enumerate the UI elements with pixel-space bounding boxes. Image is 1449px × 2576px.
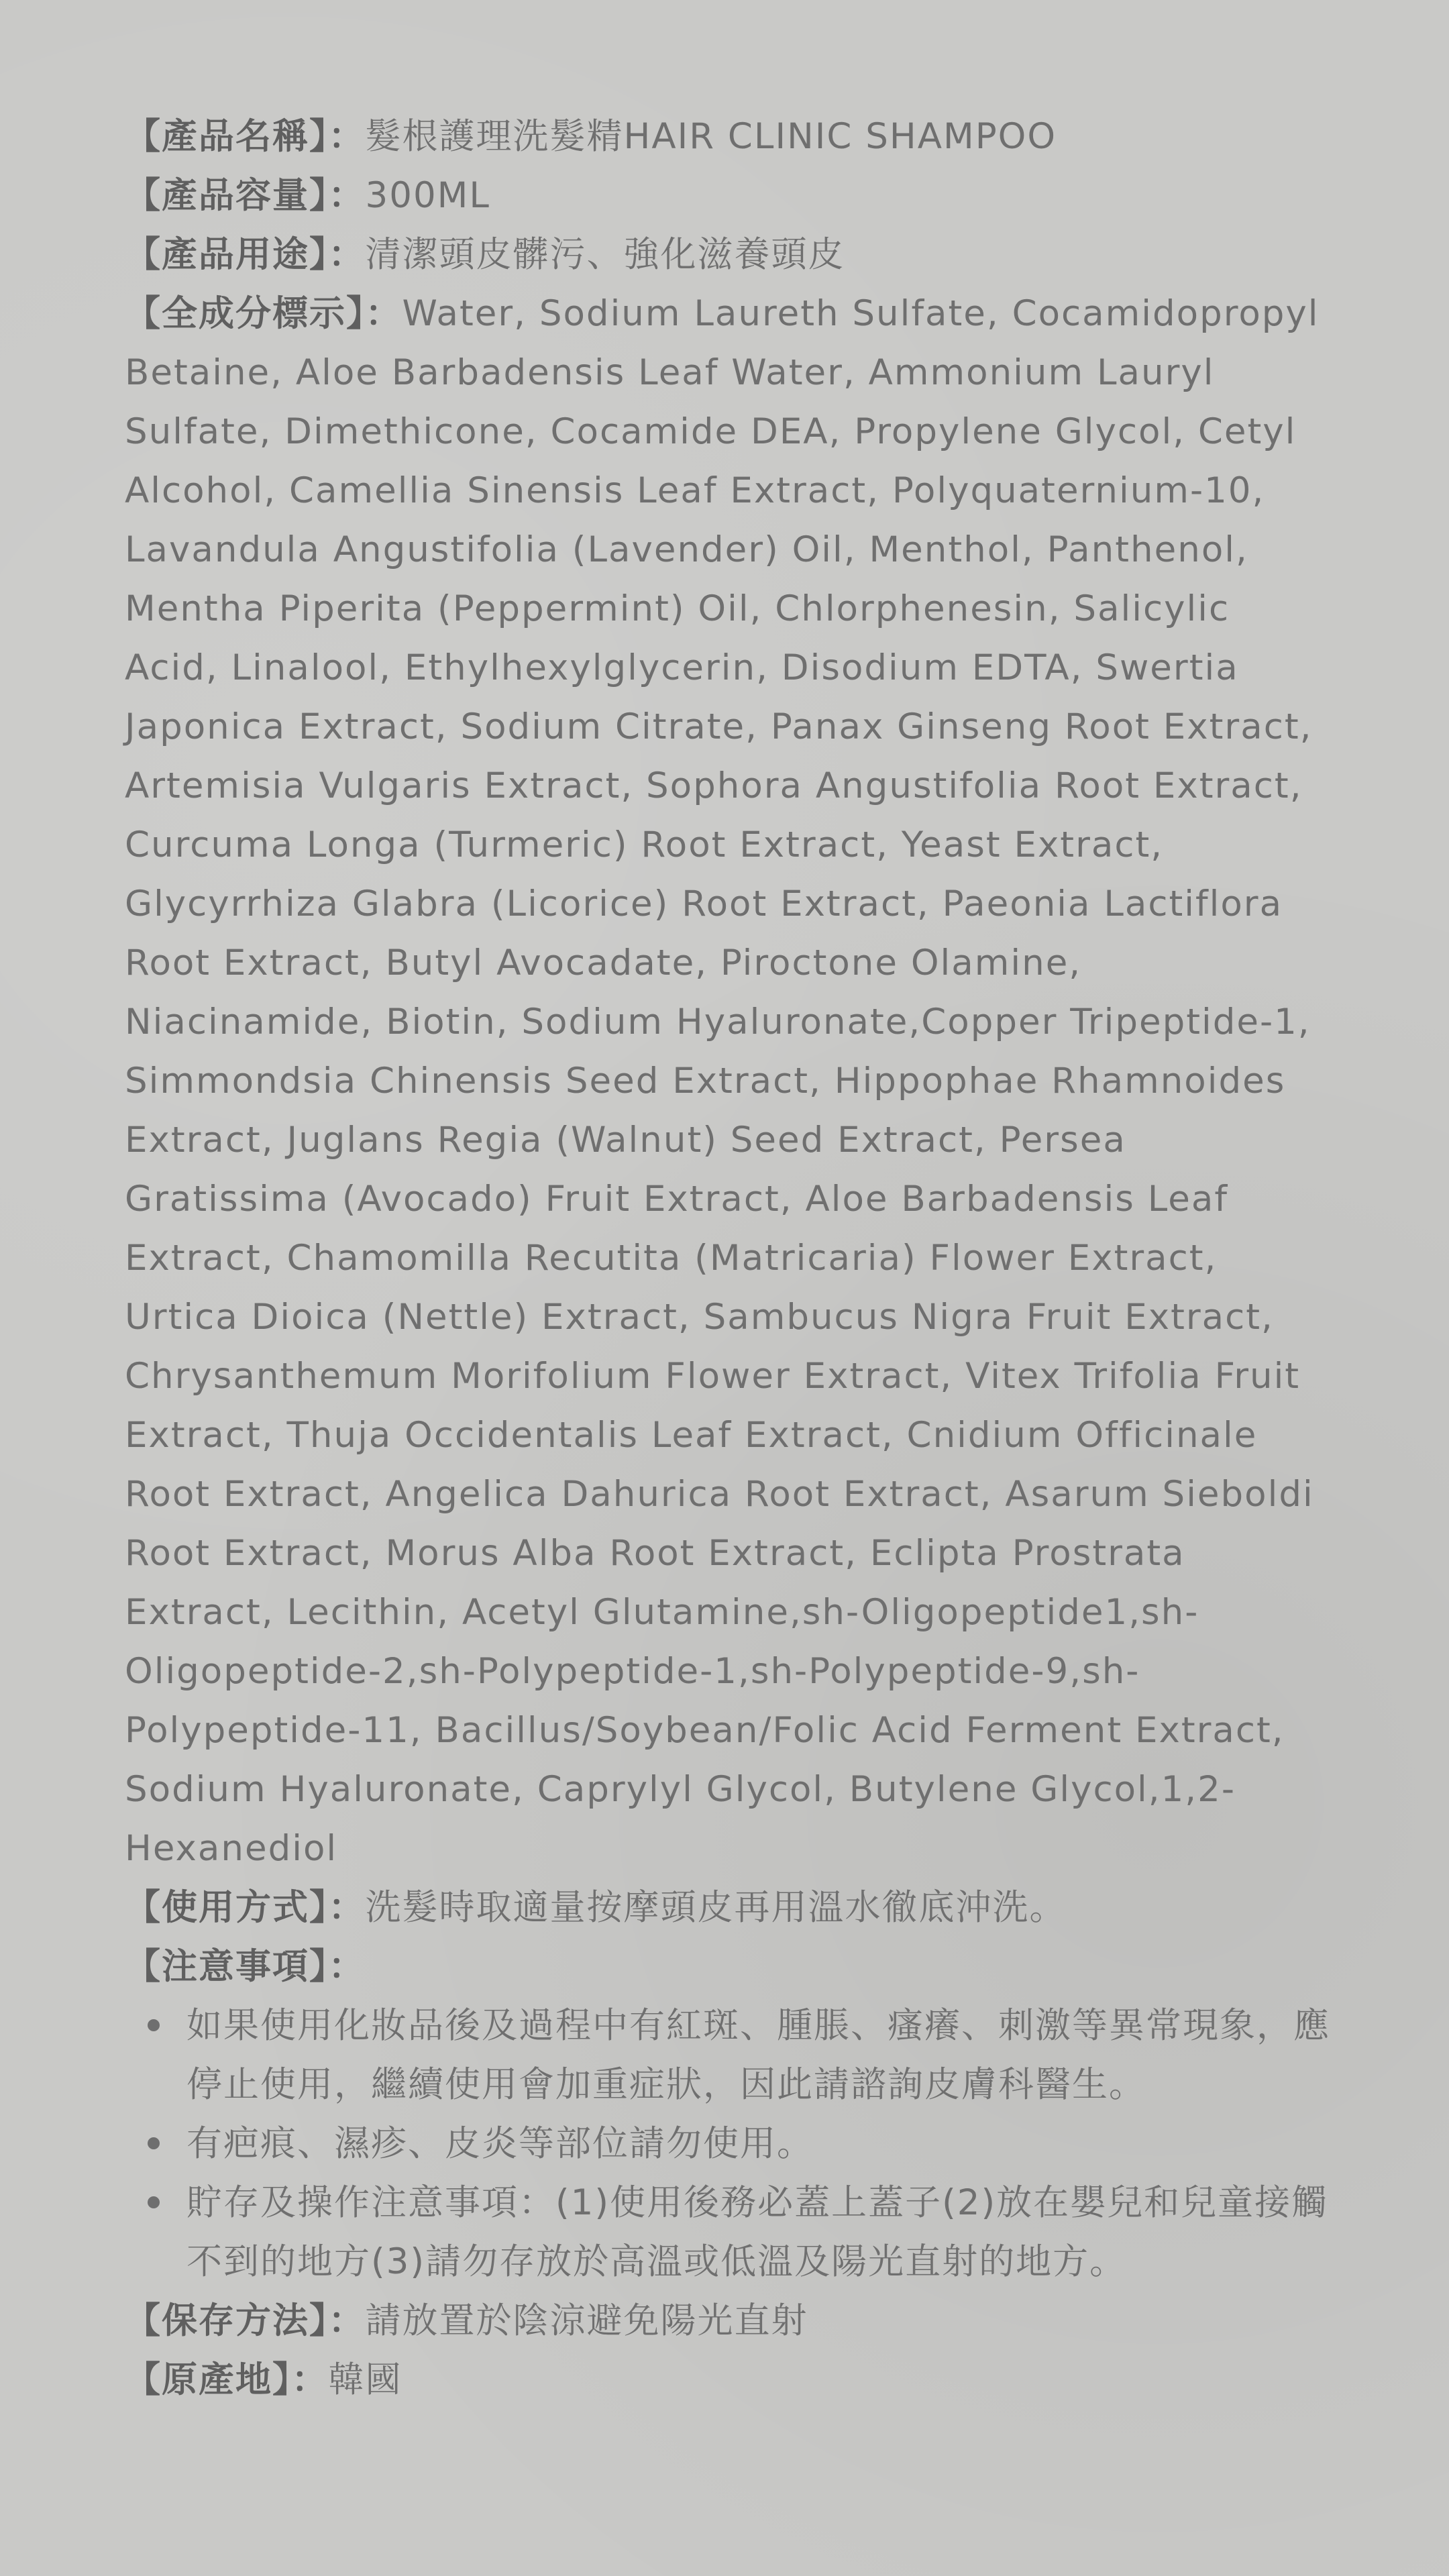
- origin-value: 韓國: [328, 2359, 402, 2400]
- precaution-text: 有疤痕、濕疹、皮炎等部位請勿使用。: [186, 2123, 814, 2164]
- origin-label: 【原產地】：: [125, 2359, 329, 2400]
- product-name-value: 髮根護理洗髮精HAIR CLINIC SHAMPOO: [365, 116, 1057, 157]
- product-name-label: 【產品名稱】：: [125, 116, 366, 157]
- ingredients-label: 【全成分標示】：: [125, 293, 402, 334]
- bullet-icon: [148, 2196, 160, 2208]
- bullet-icon: [148, 2019, 160, 2031]
- precautions-list: [125, 1996, 1332, 2292]
- usage-purpose-row: [125, 225, 1332, 284]
- precautions-label: 【注意事項】：: [125, 1946, 366, 1987]
- usage-purpose-label: 【產品用途】：: [125, 234, 366, 275]
- storage-value: 請放置於陰涼避免陽光直射: [365, 2300, 808, 2341]
- how-to-use-value: 洗髮時取適量按摩頭皮再用溫水徹底沖洗。: [365, 1887, 1067, 1928]
- precaution-item: [125, 2114, 1332, 2174]
- precaution-item: [125, 1996, 1332, 2114]
- capacity-row: [125, 166, 1332, 225]
- precaution-item: [125, 2174, 1332, 2292]
- how-to-use-label: 【使用方式】：: [125, 1887, 366, 1928]
- product-info-sheet: [125, 107, 1332, 2410]
- precautions-heading-row: [125, 1937, 1332, 1996]
- storage-label: 【保存方法】：: [125, 2300, 366, 2341]
- ingredients-value: Water, Sodium Laureth Sulfate, Cocamidopropyl Betaine, Aloe Barbadensis Leaf Water, Ammonium Lauryl Sulfate, Dimethicone, Cocamide DEA, Propylene Glycol, Cetyl Alcohol, Camellia Sinensis Leaf Extract, Polyquaternium-10, Lavandula Angustifolia (Lavender) Oil, Menthol, Panthenol, Mentha Piperita (Peppermint) Oil, Chlorphenesin, Salicylic Acid, Linalool, Ethylhexylglycerin, Disodium EDTA, Swertia Japonica Extract, Sodium Citrate, Panax Ginseng Root Extract, Artemisia Vulgaris Extract, Sophora Angustifolia Root Extract, Curcuma Longa (Turmeric) Root Extract, Yeast Extract, Glycyrrhiza Glabra (Licorice) Root Extract, Paeonia Lactiflora Root Extract, Butyl Avocadate, Piroctone Olamine, Niacinamide, Biotin, Sodium Hyaluronate,Copper Tripeptide-1, Simmondsia Chinensis Seed Extract, Hippophae Rhamnoides Extract, Juglans Regia (Walnut) Seed Extract, Persea Gratissima (Avocado) Fruit Extract, Aloe Barbadensis Leaf Extract, Chamomilla Recutita (Matricaria) Flower Extract, Urtica Dioica (Nettle) Extract, Sambucus Nigra Fruit Extract, Chrysanthemum Morifolium Flower Extract, Vitex Trifolia Fruit Extract, Thuja Occidentalis Leaf Extract, Cnidium Officinale Root Extract, Angelica Dahurica Root Extract, Asarum Sieboldi Root Extract, Morus Alba Root Extract, Eclipta Prostrata Extract, Lecithin, Acetyl Glutamine,sh-Oligopeptide1,sh-Oligopeptide-2,sh-Polypeptide-1,sh-Polypeptide-9,sh-Polypeptide-11, Bacillus/Soybean/Folic Acid Ferment Extract, Sodium Hyaluronate, Caprylyl Glycol, Butylene Glycol,1,2-Hexanediol: [125, 293, 1320, 1869]
- ingredients-block: [125, 284, 1332, 1878]
- usage-purpose-value: 清潔頭皮髒污、強化滋養頭皮: [365, 234, 845, 275]
- precaution-text: 如果使用化妝品後及過程中有紅斑、腫脹、瘙癢、刺激等異常現象，應停止使用，繼續使用會加重症狀，因此請諮詢皮膚科醫生。: [186, 2005, 1330, 2105]
- precaution-text: 貯存及操作注意事項：(1)使用後務必蓋上蓋子(2)放在嬰兒和兒童接觸不到的地方(3)請勿存放於高溫或低溫及陽光直射的地方。: [186, 2182, 1329, 2282]
- capacity-value: 300ML: [365, 175, 490, 216]
- capacity-label: 【產品容量】：: [125, 175, 366, 216]
- how-to-use-row: [125, 1878, 1332, 1937]
- origin-row: [125, 2351, 1332, 2410]
- product-name-row: [125, 107, 1332, 166]
- bullet-icon: [148, 2137, 160, 2149]
- storage-row: [125, 2292, 1332, 2351]
